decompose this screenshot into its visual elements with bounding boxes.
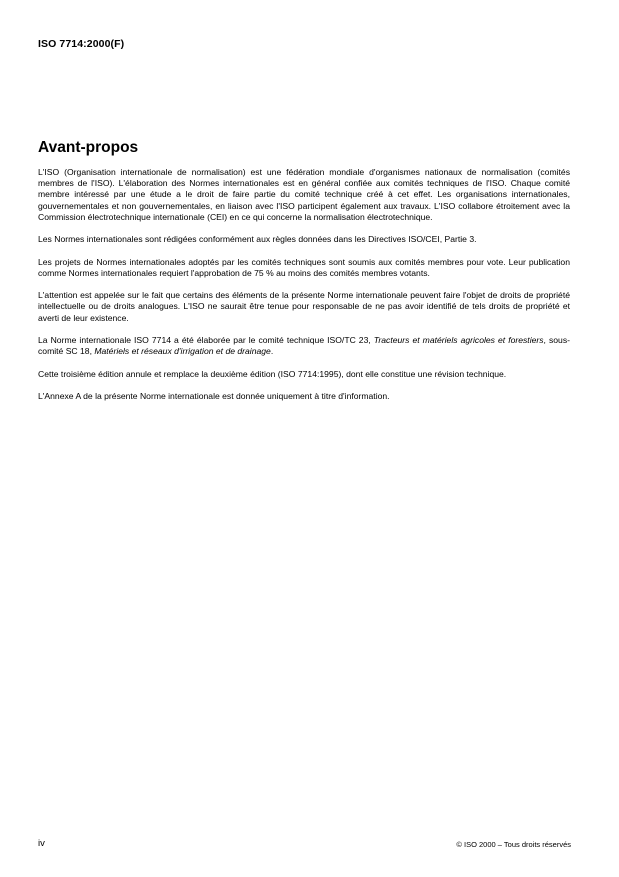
paragraph-5-text-3: . [270,346,274,357]
paragraph-2: Les Normes internationales sont rédigées conformément aux règles données dans les Directives ISO/CEI, Partie 3. [38,234,477,245]
paragraph-5-text-2: , sous-comité SC 18, [38,334,570,357]
foreword-body [38,167,570,402]
paragraph-5 [38,335,570,357]
paragraph-1: L'ISO (Organisation internationale de normalisation) est une fédération mondiale d'organismes nationaux de normalisation (comités membres de l'ISO). L'élaboration des Normes internationales est en général confiée aux comités techniques de l'ISO. Chaque comité membre intéressé par une étude a le droit de faire partie du comité technique créé à cet effet. Les organisations internationales, gouvernementales et non gouvernementales, en liaison avec l'ISO participent également aux travaux. L'ISO collabore étroitement avec la Commission électrotechnique internationale (CEI) en ce qui concerne la normalisation électrotechnique. [38,167,570,222]
subcommittee-title: Matériels et réseaux d'irrigation et de drainage [94,346,271,357]
paragraph-7: L'Annexe A de la présente Norme internationale est donnée uniquement à titre d'information. [38,390,390,401]
paragraph-6: Cette troisième édition annule et remplace la deuxième édition (ISO 7714:1995), dont elle constitue une révision technique. [38,368,507,379]
document-id: ISO 7714:2000(F) [38,38,125,50]
paragraph-4: L'attention est appelée sur le fait que certains des éléments de la présente Norme internationale peuvent faire l'objet de droits de propriété intellectuelle ou de droits analogues. L'ISO ne saurait être tenue pour responsable de ne pas avoir identifié de tels droits de propriété et averti de leur existence. [38,290,570,323]
copyright-notice: © ISO 2000 – Tous droits réservés [456,840,571,849]
committee-title: Tracteurs et matériels agricoles et forestiers [373,334,544,345]
paragraph-3: Les projets de Normes internationales adoptés par les comités techniques sont soumis aux comités membres pour vote. Leur publication comme Normes internationales requiert l'approbation de 75 % au moins des comités membres votants. [38,256,570,278]
paragraph-5-text-1: La Norme internationale ISO 7714 a été élaborée par le comité technique ISO/TC 23, [38,334,374,345]
page-title: Avant-propos [38,139,139,156]
page-number: iv [38,838,45,849]
